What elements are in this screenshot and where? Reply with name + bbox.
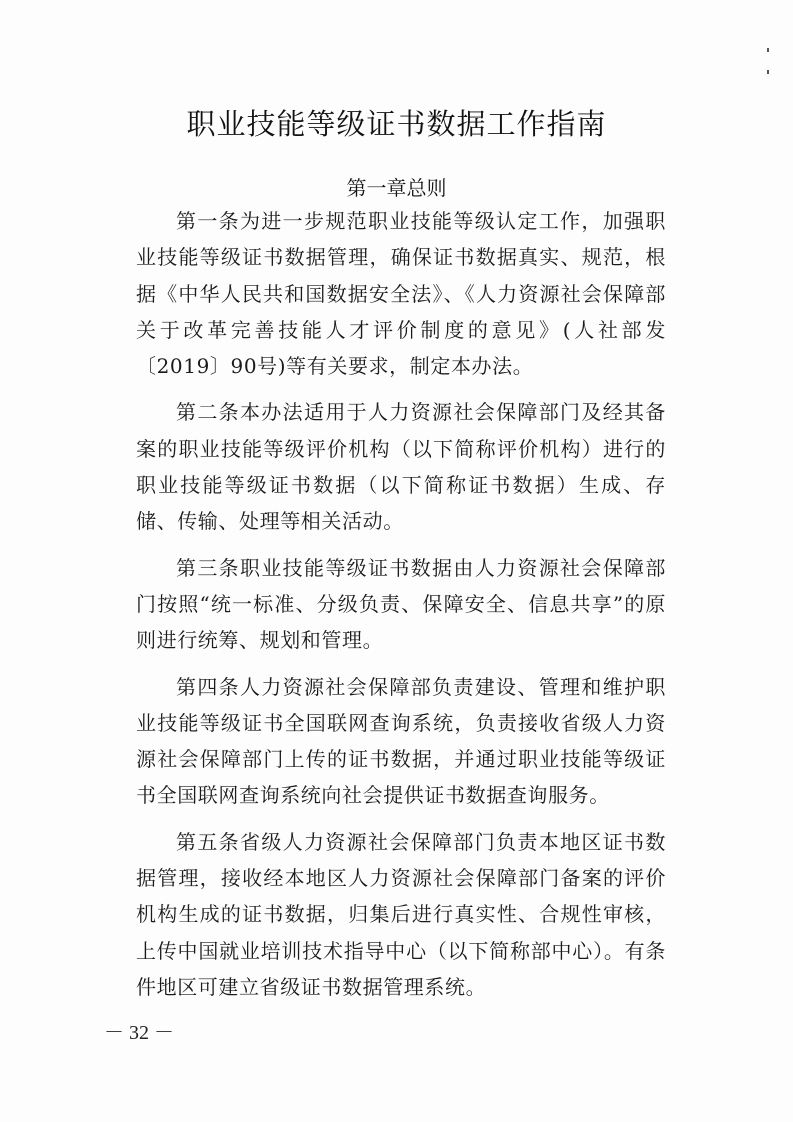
scan-edge-mark xyxy=(767,70,769,74)
article-3-paragraph: 第三条职业技能等级证书数据由人力资源社会保障部门按照“统一标准、分级负责、保障安全、信息共享”的原则进行统筹、规划和管理。 xyxy=(136,555,666,653)
page-number: － 32 － xyxy=(104,1022,174,1044)
document-title: 职业技能等级证书数据工作指南 xyxy=(186,107,607,141)
article-5-paragraph: 第五条省级人力资源社会保障部门负责本地区证书数据管理，接收经本地区人力资源社会保障部门备案的评价机构生成的证书数据，归集后进行真实性、合规性审核，上传中国就业培训技术指导中心（以下简称部中心）。有条件地区可建立省级证书数据管理系统。 xyxy=(136,829,666,999)
article-1-paragraph: 第一条为进一步规范职业技能等级认定工作，加强职业技能等级证书数据管理，确保证书数据真实、规范，根据《中华人民共和国数据安全法》、《人力资源社会保障部关于改革完善技能人才评价制度的意见》(人社部发〔2019〕90号)等有关要求，制定本办法。 xyxy=(136,209,666,379)
article-2-paragraph: 第二条本办法适用于人力资源社会保障部门及经其备案的职业技能等级评价机构（以下简称评价机构）进行的职业技能等级证书数据（以下简称证书数据）生成、存储、传输、处理等相关活动。 xyxy=(136,400,666,534)
scan-edge-mark xyxy=(767,48,769,52)
document-body xyxy=(136,203,666,1015)
article-4-paragraph: 第四条人力资源社会保障部负责建设、管理和维护职业技能等级证书全国联网查询系统，负责接收省级人力资源社会保障部门上传的证书数据，并通过职业技能等级证书全国联网查询系统向社会提供证书数据查询服务。 xyxy=(136,674,666,808)
chapter-heading: 第一章总则 xyxy=(346,176,447,200)
